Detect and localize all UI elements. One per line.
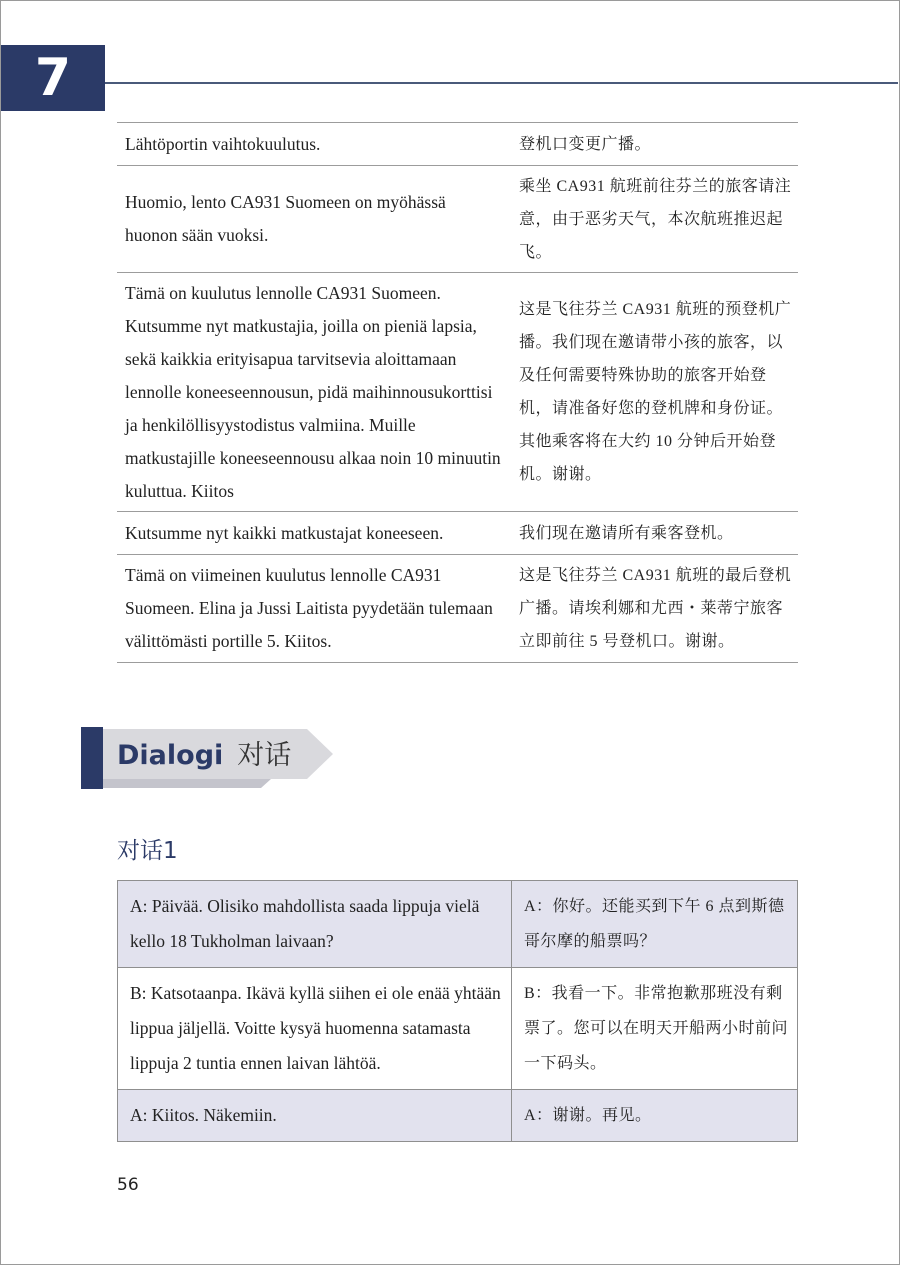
dialogue-chinese: A：谢谢。再见。: [524, 1107, 652, 1124]
dialogue-finnish: B: Katsotaanpa. Ikävä kyllä siihen ei ole enää yhtään lippua jäljellä. Voitte kysyä huomenna satamasta lippuja 2 tuntia ennen laivan lähtöä.: [118, 968, 512, 1089]
dialogue-finnish: A: Päivää. Olisiko mahdollista saada lippuja vielä kello 18 Tukholman laivaan?: [118, 881, 512, 967]
dialogue-chinese: B：我看一下。非常抱歉那班没有剩票了。您可以在明天开船两小时前问一下码头。: [524, 985, 789, 1072]
dialogue-row: [118, 881, 797, 968]
announcement-finnish: Tämä on viimeinen kuulutus lennolle CA931 Suomeen. Elina ja Jussi Laitista pyydetään tulemaan välittömästi portille 5. Kiitos.: [125, 565, 493, 651]
dialogue-row: [118, 1090, 797, 1141]
announcement-finnish: Tämä on kuulutus lennolle CA931 Suomeen. Kutsumme nyt matkustajia, joilla on pieniä lapsia, sekä kaikkia erityisapua tarvitsevia aloittamaan lennolle koneeseennousun, pidä maihinnousukorttisi ja henkilöllisyystodistus valmiina. Muille matkustajille koneeseennousu alkaa noin 10 minuutin kuluttua. Kiitos: [125, 282, 501, 501]
section-title-chinese: 对话: [237, 740, 292, 771]
announcement-chinese: 登机口变更广播。: [519, 135, 652, 153]
announcement-finnish: Lähtöportin vaihtokuulutus.: [125, 133, 321, 154]
page-number: 56: [117, 1175, 139, 1195]
chapter-number-badge: [1, 45, 105, 111]
announcement-row: [117, 512, 798, 555]
section-title: [117, 736, 291, 776]
section-title-finnish: Dialogi: [117, 740, 224, 771]
dialogue-table: [117, 880, 798, 1142]
dialogue-chinese: A：你好。还能买到下午 6 点到斯德哥尔摩的船票吗？: [524, 898, 785, 950]
dialogue-finnish: A: Kiitos. Näkemiin.: [118, 1090, 512, 1141]
header-rule: [105, 82, 898, 84]
announcement-chinese: 这是飞往芬兰 CA931 航班的预登机广播。我们现在邀请带小孩的旅客，以及任何需要特殊协助的旅客开始登机，请准备好您的登机牌和身份证。其他乘客将在大约 10 分钟后开始登机。谢谢。: [519, 301, 792, 483]
announcement-chinese: 我们现在邀请所有乘客登机。: [519, 524, 734, 542]
section-heading-banner: [81, 727, 341, 789]
announcement-row: [117, 273, 798, 512]
dialogue-row: [118, 968, 797, 1090]
announcement-finnish: Huomio, lento CA931 Suomeen on myöhässä huonon sään vuoksi.: [125, 192, 446, 245]
announcement-row: [117, 123, 798, 166]
chapter-number: 7: [34, 48, 72, 108]
announcement-finnish: Kutsumme nyt kaikki matkustajat koneeseen.: [125, 522, 444, 543]
announcement-chinese: 这是飞往芬兰 CA931 航班的最后登机广播。请埃利娜和尤西・莱蒂宁旅客立即前往 5 号登机口。谢谢。: [519, 567, 792, 650]
announcement-row: [117, 166, 798, 273]
announcements-table: [117, 122, 798, 663]
announcement-chinese: 乘坐 CA931 航班前往芬兰的旅客请注意，由于恶劣天气，本次航班推迟起飞。: [519, 177, 792, 261]
dialogue-subheading: 对话1: [117, 838, 178, 864]
announcement-row: [117, 555, 798, 663]
